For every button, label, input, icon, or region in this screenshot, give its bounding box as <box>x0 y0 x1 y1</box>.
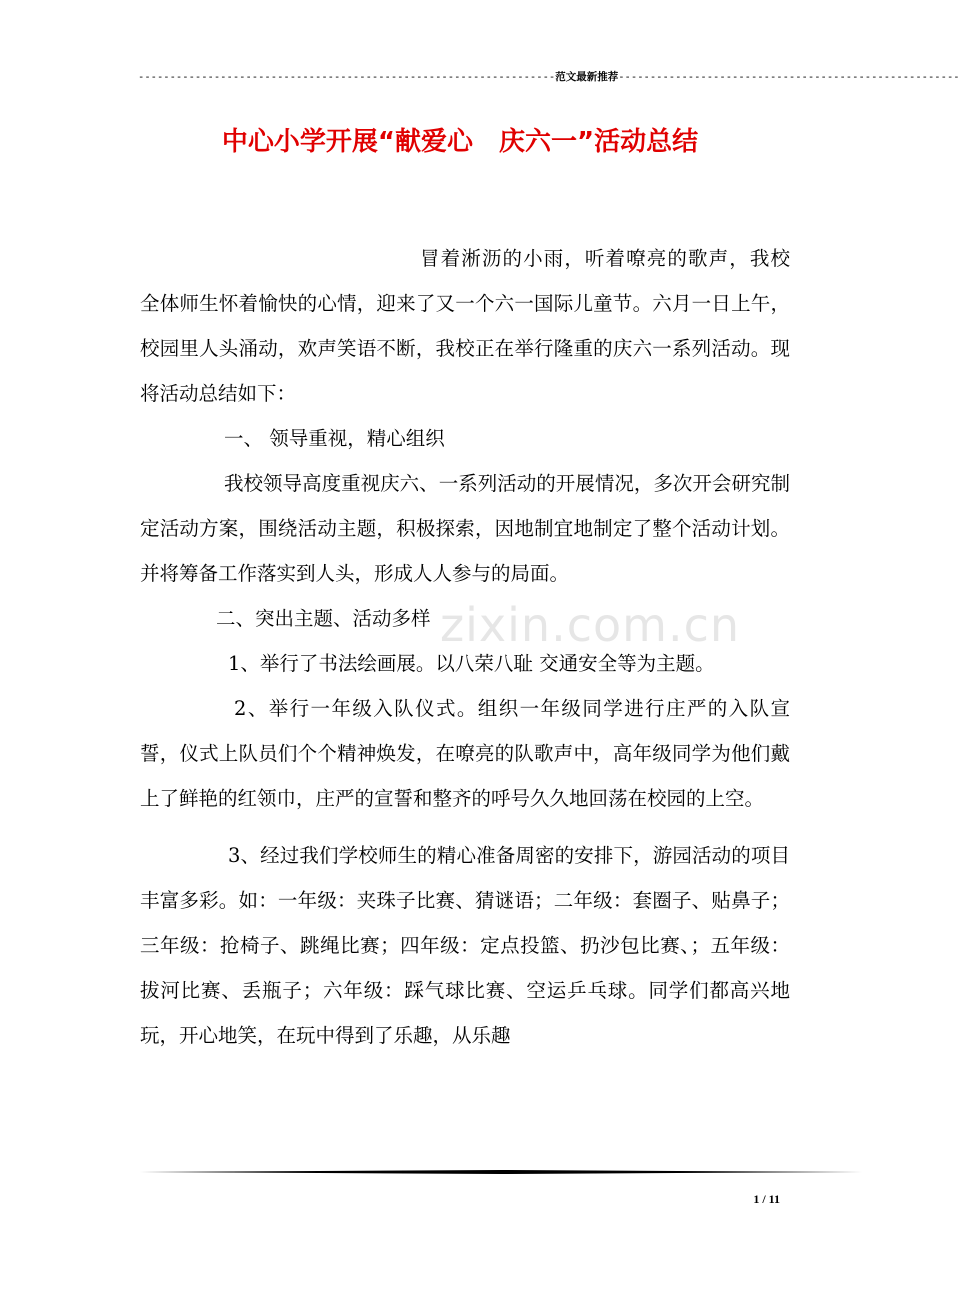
section-1-paragraph: 我校领导高度重视庆六、一系列活动的开展情况，多次开会研究制定活动方案，围绕活动主题，积极探索，因地制宜地制定了整个活动计划。并将筹备工作落实到人头，形成人人参与的局面。 <box>140 472 790 585</box>
document-body <box>140 236 790 1058</box>
list-item-2: 2、举行一年级入队仪式。组织一年级同学进行庄严的入队宣誓，仪式上队员们个个精神焕发，在嘹亮的队歌声中，高年级同学为他们戴上了鲜艳的红领巾，庄严的宣誓和整齐的呼号久久地回荡在校园的上空。 <box>140 697 790 810</box>
header-label: 范文最新推荐 <box>555 71 619 83</box>
watermark: zixin.com.cn <box>440 598 741 652</box>
section-heading-1: 一、 领导重视，精心组织 <box>224 427 445 450</box>
section-heading-2: 二、突出主题、活动多样 <box>216 607 431 630</box>
header-dashes-right: ------------------------------------------------------ <box>618 71 960 83</box>
page-number: 1 / 11 <box>753 1192 780 1206</box>
footer-rule <box>140 1170 862 1174</box>
list-item-3: 3、经过我们学校师生的精心准备周密的安排下，游园活动的项目丰富多彩。如：一年级：夹珠子比赛、猜谜语；二年级：套圈子、贴鼻子；三年级：抢椅子、跳绳比赛；四年级：定点投篮、扔沙包比赛、；五年级：拔河比赛、丢瓶子；六年级：踩气球比赛、空运乒乓球。同学们都高兴地玩，开心地笑，在玩中得到了乐趣，从乐趣 <box>140 844 790 1047</box>
paragraph-gap <box>140 821 790 833</box>
header-dashes-left: ------------------------------------------------------------------ <box>138 71 556 83</box>
intro-paragraph: 冒着淅沥的小雨，听着嘹亮的歌声，我校全体师生怀着愉快的心情，迎来了又一个六一国际儿童节。六月一日上午，校园里人头涌动，欢声笑语不断，我校正在举行隆重的庆六一系列活动。现将活动总结如下： <box>140 247 790 405</box>
document-title: 中心小学开展“献爱心 庆六一”活动总结 <box>221 127 699 157</box>
list-item-1: 1、举行了书法绘画展。以八荣八耻 交通安全等为主题。 <box>228 652 715 675</box>
page-header <box>138 68 960 86</box>
